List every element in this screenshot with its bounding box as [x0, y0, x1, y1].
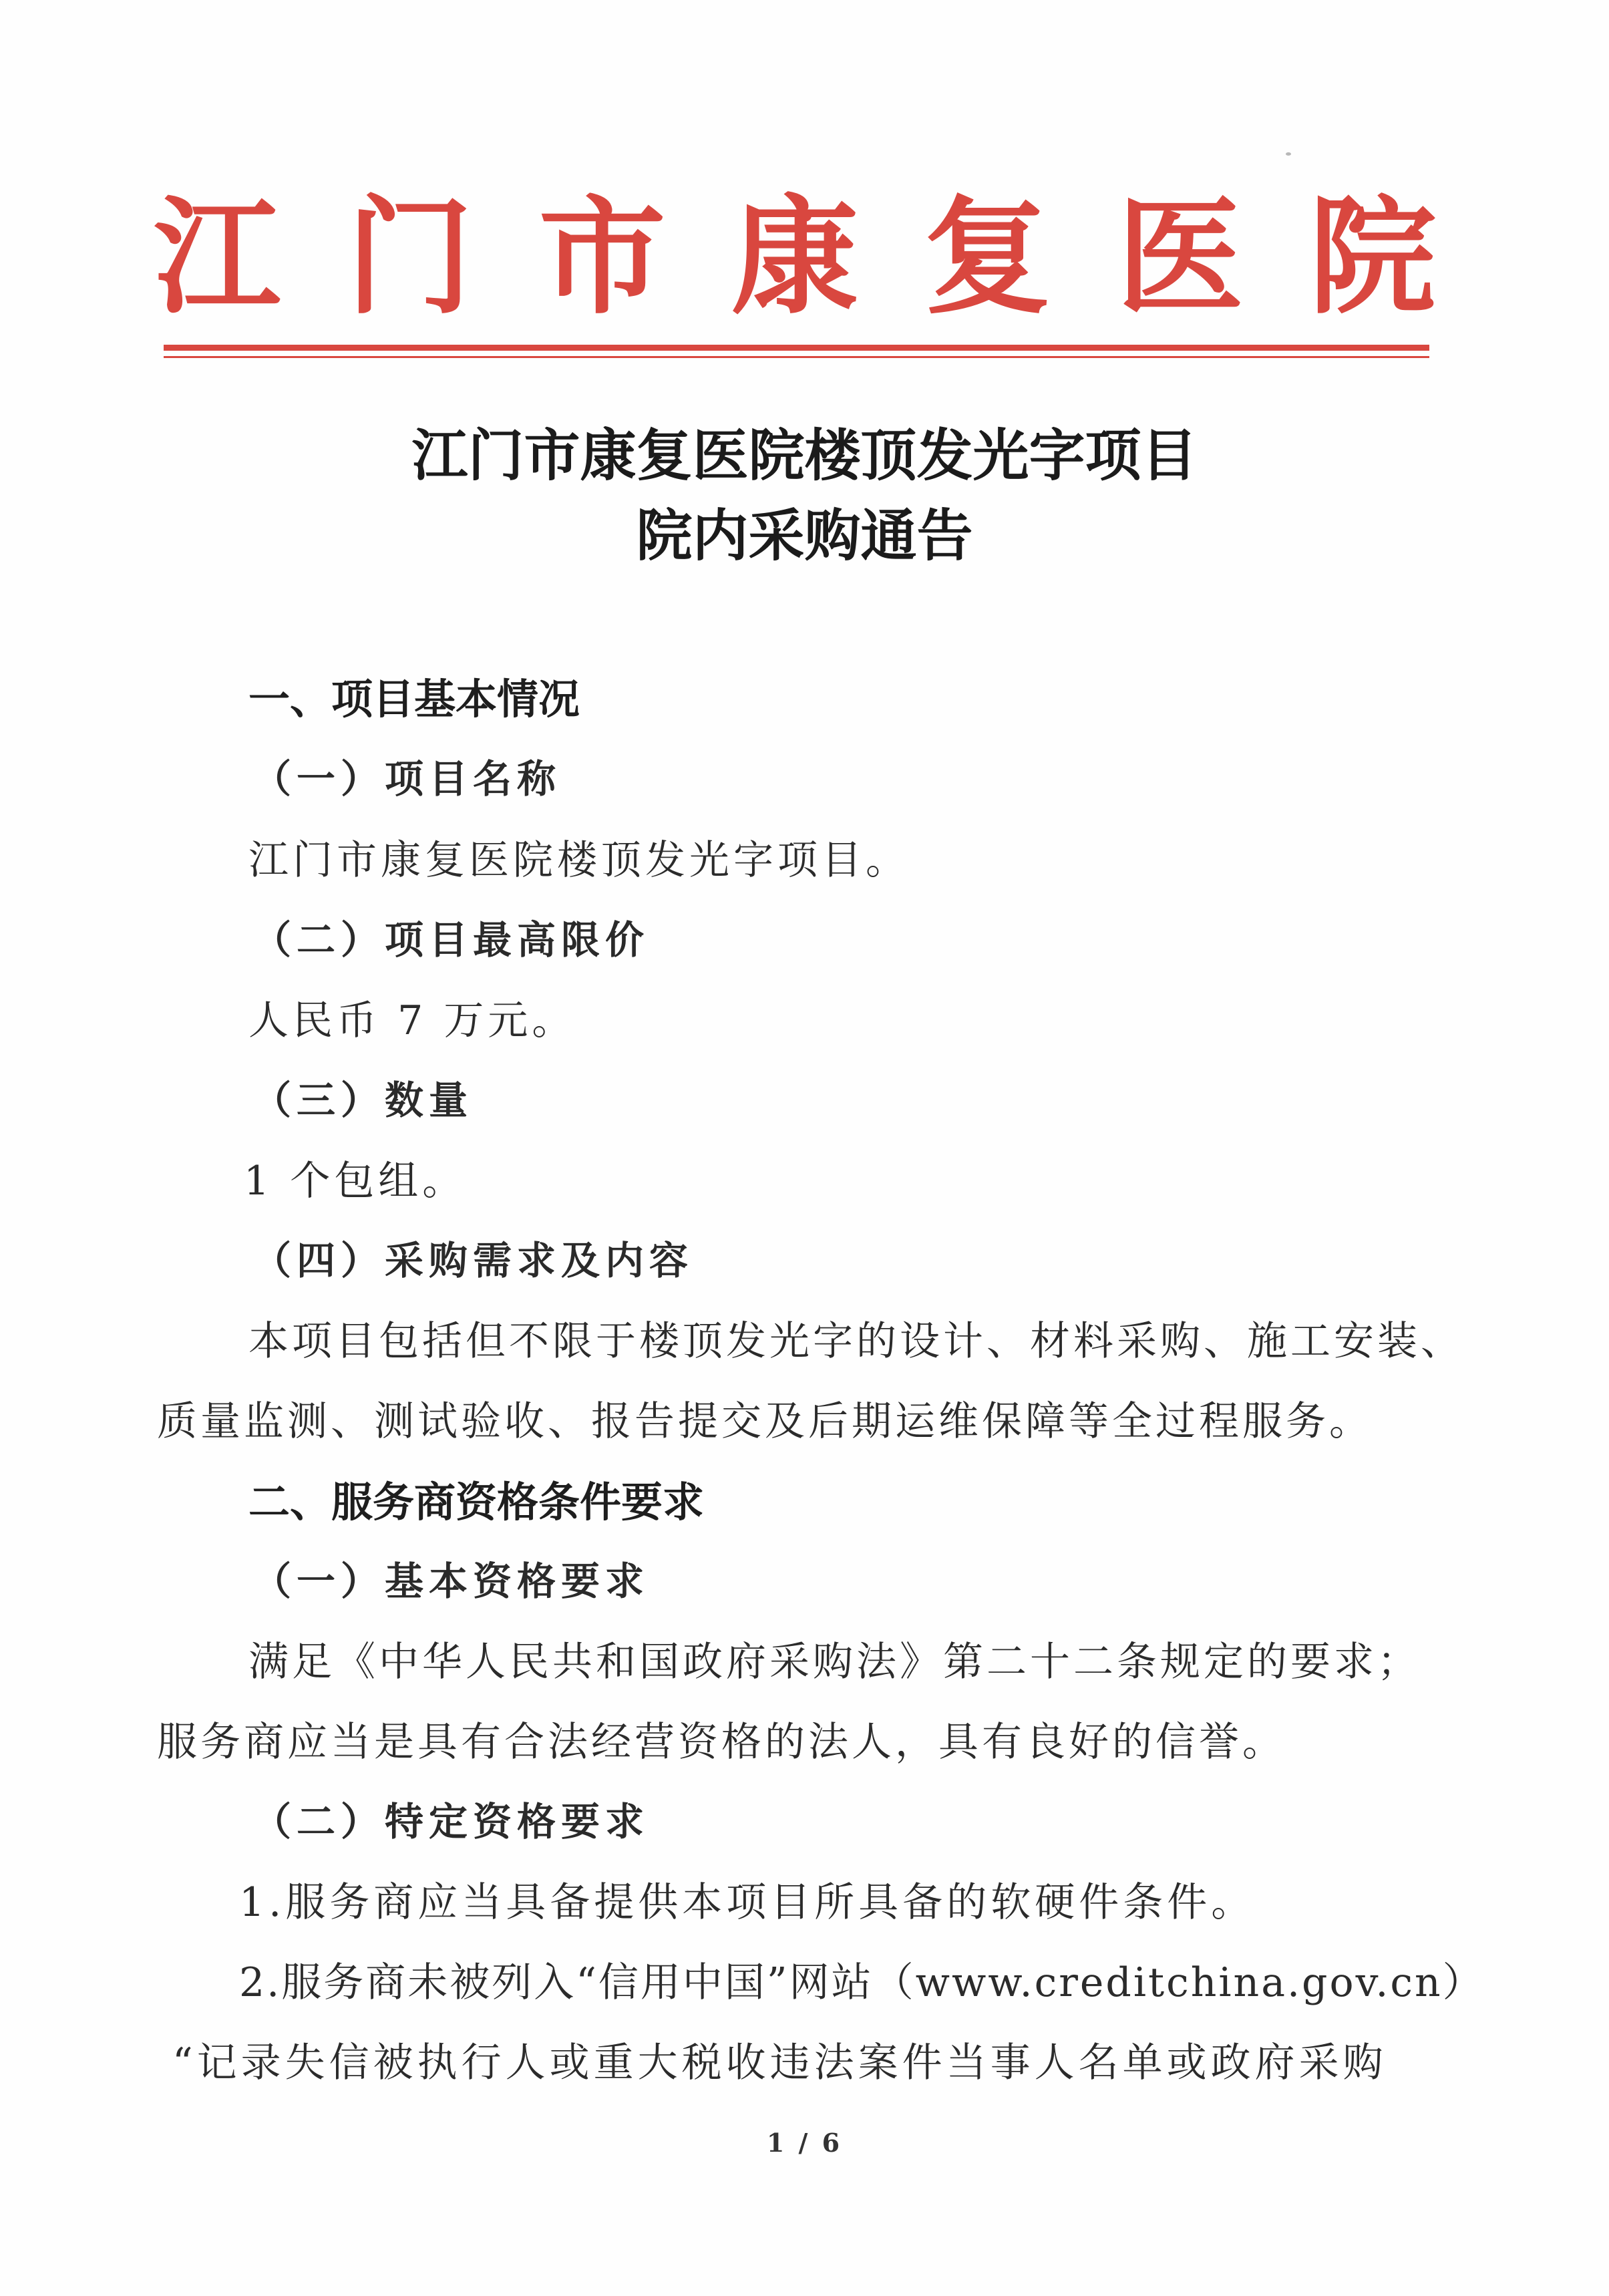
letterhead-char: 院 [1308, 182, 1436, 331]
paragraph-text: 满足《中华人民共和国政府采购法》第二十二条规定的要求； [248, 1639, 1421, 1685]
subsection-heading: （四）采购需求及内容 [252, 1238, 694, 1283]
subsection-heading: （一）基本资格要求 [252, 1559, 650, 1604]
letterhead-char: 医 [1116, 182, 1244, 331]
scan-speck [1286, 152, 1291, 156]
paragraph-text: 江门市康复医院楼顶发光字项目。 [248, 837, 910, 884]
letterhead-char: 门 [346, 182, 474, 331]
paragraph-text: 服务商应当是具有合法经营资格的法人，具有良好的信誉。 [157, 1719, 1286, 1766]
letterhead-char: 复 [924, 182, 1051, 331]
paragraph-text: 本项目包括但不限于楼顶发光字的设计、材料采购、施工安装、 [248, 1318, 1464, 1365]
paragraph-text: 1 个包组。 [244, 1158, 467, 1204]
list-item: “记录失信被执行人或重大税收违法案件当事人名单或政府采购 [172, 2039, 1387, 2086]
section-heading: 二、服务商资格条件要求 [248, 1478, 705, 1526]
list-item: 2.服务商未被列入“信用中国”网站（www.creditchina.gov.cn） [239, 1959, 1485, 2006]
letterhead-rule-thick [164, 345, 1429, 351]
letterhead [154, 180, 1436, 334]
page-number: 1 / 6 [766, 2128, 843, 2158]
section-heading: 一、项目基本情况 [248, 675, 580, 723]
subsection-heading: （二）特定资格要求 [252, 1799, 650, 1844]
letterhead-char: 康 [731, 182, 858, 331]
document-title-line1: 江门市康复医院楼顶发光字项目 [411, 422, 1198, 488]
subsection-heading: （二）项目最高限价 [252, 917, 650, 963]
document-title-line2: 院内采购通告 [636, 502, 973, 568]
subsection-heading: （一）项目名称 [252, 756, 562, 802]
letterhead-char: 江 [154, 182, 281, 331]
paragraph-text: 人民币 7 万元。 [248, 997, 576, 1044]
subsection-heading: （三）数量 [252, 1078, 474, 1123]
paragraph-text: 质量监测、测试验收、报告提交及后期运维保障等全过程服务。 [157, 1398, 1373, 1445]
list-item: 1.服务商应当具备提供本项目所具备的软硬件条件。 [239, 1879, 1256, 1926]
letterhead-char: 市 [538, 182, 666, 331]
letterhead-rule-thin [164, 356, 1429, 358]
